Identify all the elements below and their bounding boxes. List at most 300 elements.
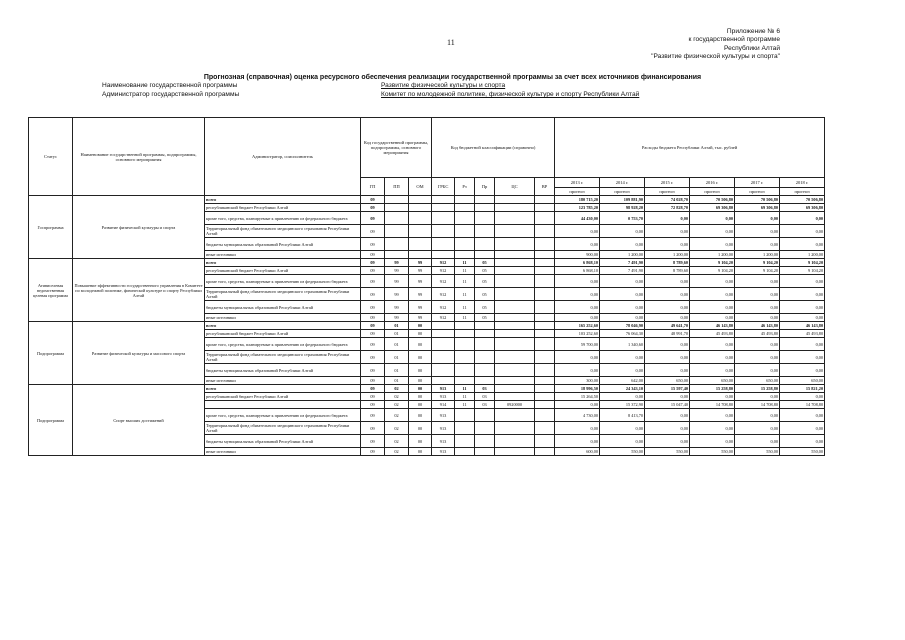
row-code-5: 03 xyxy=(475,385,495,393)
row-value-3: 550,00 xyxy=(690,448,735,456)
row-code-6 xyxy=(495,330,535,338)
row-value-2: 550,00 xyxy=(645,448,690,456)
row-status: Подпрограмма xyxy=(29,322,73,385)
row-value-3: 9 104,20 xyxy=(690,259,735,267)
row-code-1: 02 xyxy=(385,435,409,448)
row-value-3: 0,00 xyxy=(690,212,735,225)
row-code-3 xyxy=(432,330,455,338)
row-value-4: 15 258,80 xyxy=(735,385,780,393)
row-value-2: 650,00 xyxy=(645,377,690,385)
row-code-6 xyxy=(495,238,535,251)
row-value-2: 72 828,70 xyxy=(645,204,690,212)
row-source: Территориальный фонд обязательного медицинского страхования Республики Алтай xyxy=(205,225,361,238)
row-code-2: 00 xyxy=(409,351,432,364)
row-code-0: 09 xyxy=(361,288,385,301)
row-value-5: 45 493,80 xyxy=(780,330,825,338)
header-year-3: 2016 г. xyxy=(690,178,735,188)
row-code-7 xyxy=(535,422,555,435)
header-code-1: ПП xyxy=(385,178,409,196)
table-row xyxy=(29,196,825,204)
row-code-3: 914 xyxy=(432,401,455,409)
row-code-4 xyxy=(455,409,475,422)
row-source: всего xyxy=(205,322,361,330)
row-source: Территориальный фонд обязательного медицинского страхования Республики Алтай xyxy=(205,422,361,435)
row-code-6 xyxy=(495,385,535,393)
row-code-0: 09 xyxy=(361,238,385,251)
row-code-3: 913 xyxy=(432,385,455,393)
row-code-3 xyxy=(432,364,455,377)
row-code-0: 09 xyxy=(361,212,385,225)
row-code-1 xyxy=(385,196,409,204)
row-code-7 xyxy=(535,204,555,212)
row-value-1: 550,00 xyxy=(600,448,645,456)
row-value-4: 0,00 xyxy=(735,364,780,377)
row-value-0: 600,00 xyxy=(555,448,600,456)
row-source: бюджеты муниципальных образований Республики Алтай xyxy=(205,435,361,448)
row-value-3: 15 258,80 xyxy=(690,385,735,393)
row-code-4 xyxy=(455,322,475,330)
row-code-3 xyxy=(432,196,455,204)
row-code-5: 03 xyxy=(475,393,495,401)
appendix-line-4: "Развитие физической культуры и спорта" xyxy=(651,52,780,60)
row-code-1: 02 xyxy=(385,422,409,435)
row-value-1: 0,00 xyxy=(600,225,645,238)
row-code-1: 01 xyxy=(385,330,409,338)
row-code-6 xyxy=(495,393,535,401)
row-program-name: Повышение эффективности государственного управления в Комитете по молодежной политике, физической культуре и спорту Республики Алтай xyxy=(73,259,205,322)
row-code-6 xyxy=(495,435,535,448)
row-code-5 xyxy=(475,351,495,364)
row-code-5: 05 xyxy=(475,301,495,314)
table-row xyxy=(29,385,825,393)
row-value-2: 0,00 xyxy=(645,301,690,314)
row-value-2: 0,00 xyxy=(645,409,690,422)
row-value-0: 44 430,00 xyxy=(555,212,600,225)
row-source: республиканский бюджет Республики Алтай xyxy=(205,204,361,212)
row-code-1: 99 xyxy=(385,288,409,301)
row-value-4: 550,00 xyxy=(735,448,780,456)
header-year-0: 2013 г. xyxy=(555,178,600,188)
row-program-name: Развитие физической культуры и массового спорта xyxy=(73,322,205,385)
row-code-2: 00 xyxy=(409,401,432,409)
row-code-7 xyxy=(535,330,555,338)
row-value-0: 0,00 xyxy=(555,364,600,377)
row-code-4: 11 xyxy=(455,393,475,401)
row-value-4: 0,00 xyxy=(735,409,780,422)
row-value-2: 0,00 xyxy=(645,238,690,251)
row-value-3: 0,00 xyxy=(690,314,735,322)
row-value-4: 46 143,80 xyxy=(735,322,780,330)
row-code-3: 912 xyxy=(432,301,455,314)
appendix-note xyxy=(651,28,780,61)
row-code-2 xyxy=(409,238,432,251)
row-code-7 xyxy=(535,377,555,385)
row-code-2: 00 xyxy=(409,338,432,351)
row-code-3: 912 xyxy=(432,259,455,267)
row-code-2: 99 xyxy=(409,275,432,288)
row-value-3: 0,00 xyxy=(690,422,735,435)
row-code-3 xyxy=(432,212,455,225)
row-code-2 xyxy=(409,251,432,259)
row-code-5 xyxy=(475,196,495,204)
row-value-4: 9 104,20 xyxy=(735,259,780,267)
row-value-3: 0,00 xyxy=(690,338,735,351)
row-source: республиканский бюджет Республики Алтай xyxy=(205,393,361,401)
row-code-5: 05 xyxy=(475,267,495,275)
row-code-0: 09 xyxy=(361,314,385,322)
row-source: бюджеты муниципальных образований Республики Алтай xyxy=(205,238,361,251)
row-code-6 xyxy=(495,301,535,314)
row-code-1 xyxy=(385,251,409,259)
row-value-4: 0,00 xyxy=(735,314,780,322)
row-code-4 xyxy=(455,364,475,377)
row-code-0: 09 xyxy=(361,267,385,275)
row-value-5: 0,00 xyxy=(780,301,825,314)
row-value-1: 0 753,70 xyxy=(600,212,645,225)
row-code-3: 913 xyxy=(432,409,455,422)
row-code-1 xyxy=(385,212,409,225)
row-value-5: 0,00 xyxy=(780,393,825,401)
table-row xyxy=(29,259,825,267)
row-value-1: 0,00 xyxy=(600,301,645,314)
row-code-0: 09 xyxy=(361,377,385,385)
row-code-4 xyxy=(455,448,475,456)
row-code-3 xyxy=(432,225,455,238)
row-code-1: 99 xyxy=(385,267,409,275)
row-value-0: 4 730,00 xyxy=(555,409,600,422)
row-value-2: 0,00 xyxy=(645,314,690,322)
row-status: Ативиселевая ведомственная целевая программа xyxy=(29,259,73,322)
program-value: Развитие физической культуры и спорта xyxy=(381,82,506,89)
row-code-1: 02 xyxy=(385,448,409,456)
row-code-4: 11 xyxy=(455,385,475,393)
row-value-3: 14 708,80 xyxy=(690,401,735,409)
row-value-0: 0,00 xyxy=(555,288,600,301)
row-code-0: 09 xyxy=(361,225,385,238)
row-value-4: 45 493,80 xyxy=(735,330,780,338)
row-value-3: 0,00 xyxy=(690,225,735,238)
row-value-1: 76 064,30 xyxy=(600,330,645,338)
row-value-1: 0,00 xyxy=(600,393,645,401)
row-source: кроме того, средства, планируемые к привлечению из федерального бюджета xyxy=(205,409,361,422)
row-value-4: 0,00 xyxy=(735,212,780,225)
row-code-0: 09 xyxy=(361,401,385,409)
row-code-7 xyxy=(535,212,555,225)
row-code-0: 09 xyxy=(361,196,385,204)
table-row xyxy=(29,322,825,330)
row-value-1: 1 200,00 xyxy=(600,251,645,259)
row-value-0: 0,00 xyxy=(555,238,600,251)
row-code-3 xyxy=(432,351,455,364)
row-code-4 xyxy=(455,251,475,259)
row-code-5: 05 xyxy=(475,314,495,322)
row-code-5 xyxy=(475,204,495,212)
row-code-1 xyxy=(385,225,409,238)
row-value-3: 650,00 xyxy=(690,377,735,385)
row-value-4: 0,00 xyxy=(735,422,780,435)
row-code-6 xyxy=(495,225,535,238)
row-code-4: 11 xyxy=(455,301,475,314)
row-source: республиканский бюджет Республики Алтай xyxy=(205,330,361,338)
row-source: иные источники xyxy=(205,314,361,322)
row-code-6 xyxy=(495,338,535,351)
row-value-1: 15 372,90 xyxy=(600,401,645,409)
page-number: 11 xyxy=(447,38,455,47)
row-code-3 xyxy=(432,204,455,212)
row-value-0: 0,00 xyxy=(555,435,600,448)
row-code-7 xyxy=(535,238,555,251)
row-code-2: 00 xyxy=(409,393,432,401)
row-value-2: 0,00 xyxy=(645,288,690,301)
row-code-2: 99 xyxy=(409,259,432,267)
row-code-0: 09 xyxy=(361,385,385,393)
row-value-5: 0,00 xyxy=(780,238,825,251)
row-code-0: 09 xyxy=(361,330,385,338)
row-code-2 xyxy=(409,196,432,204)
row-value-0: 123 785,20 xyxy=(555,204,600,212)
row-value-1: 642,00 xyxy=(600,377,645,385)
row-code-1 xyxy=(385,204,409,212)
row-source: всего xyxy=(205,196,361,204)
row-value-4: 9 104,20 xyxy=(735,267,780,275)
row-code-6 xyxy=(495,351,535,364)
header-year-1: 2014 г. xyxy=(600,178,645,188)
admin-value: Комитет по молодежной политике, физической культуре и спорту Республики Алтай xyxy=(381,91,640,98)
header-code-group: Код государственной программы, подпрограммы, основного мероприятия xyxy=(361,118,432,178)
row-value-2: 15 047,40 xyxy=(645,401,690,409)
row-value-2: 0,00 xyxy=(645,212,690,225)
row-code-2: 00 xyxy=(409,330,432,338)
row-value-0: 0,00 xyxy=(555,422,600,435)
row-value-4: 0,00 xyxy=(735,351,780,364)
row-value-2: 0,00 xyxy=(645,364,690,377)
row-value-5: 9 104,20 xyxy=(780,267,825,275)
row-code-5: 05 xyxy=(475,288,495,301)
row-code-3 xyxy=(432,238,455,251)
row-value-2: 0,00 xyxy=(645,393,690,401)
row-code-0: 09 xyxy=(361,364,385,377)
row-status: Подпрограмма xyxy=(29,385,73,456)
row-value-0: 300,00 xyxy=(555,377,600,385)
row-code-6 xyxy=(495,322,535,330)
row-code-4 xyxy=(455,204,475,212)
row-value-2: 1 200,00 xyxy=(645,251,690,259)
row-value-4: 14 708,80 xyxy=(735,401,780,409)
row-code-4: 11 xyxy=(455,401,475,409)
row-code-2: 99 xyxy=(409,301,432,314)
row-value-4: 0,00 xyxy=(735,288,780,301)
row-value-2: 49 641,70 xyxy=(645,322,690,330)
row-code-5 xyxy=(475,364,495,377)
row-value-5: 69 306,80 xyxy=(780,204,825,212)
row-source: Территориальный фонд обязательного медицинского страхования Республики Алтай xyxy=(205,351,361,364)
row-value-5: 0,00 xyxy=(780,364,825,377)
appendix-line-3: Республики Алтай xyxy=(724,44,780,52)
header-kind-2: прогноз xyxy=(645,188,690,196)
row-value-0: 0,00 xyxy=(555,225,600,238)
row-code-5 xyxy=(475,448,495,456)
row-code-0: 09 xyxy=(361,259,385,267)
row-code-4 xyxy=(455,330,475,338)
row-source: бюджеты муниципальных образований Республики Алтай xyxy=(205,301,361,314)
row-value-1: 78 046,90 xyxy=(600,322,645,330)
row-value-0: 18 996,50 xyxy=(555,385,600,393)
row-code-1: 02 xyxy=(385,393,409,401)
row-code-4 xyxy=(455,422,475,435)
row-value-4: 0,00 xyxy=(735,238,780,251)
row-code-1: 01 xyxy=(385,322,409,330)
row-value-4: 0,00 xyxy=(735,435,780,448)
row-source: кроме того, средства, планируемые к привлечению из федерального бюджета xyxy=(205,275,361,288)
row-value-0: 0,00 xyxy=(555,401,600,409)
row-code-7 xyxy=(535,275,555,288)
row-code-2: 00 xyxy=(409,364,432,377)
row-code-7 xyxy=(535,435,555,448)
row-code-0: 09 xyxy=(361,409,385,422)
appendix-line-2: к государственной программе xyxy=(688,36,780,44)
row-code-5 xyxy=(475,435,495,448)
row-code-3: 912 xyxy=(432,267,455,275)
row-value-1: 24 343,10 xyxy=(600,385,645,393)
row-code-5 xyxy=(475,225,495,238)
row-code-4: 11 xyxy=(455,314,475,322)
row-value-4: 1 200,00 xyxy=(735,251,780,259)
document-title: Прогнозная (справочная) оценка ресурсного обеспечения реализации государственной программы за счет всех источников финансирования xyxy=(203,74,702,81)
appendix-line-1: Приложение № 6 xyxy=(726,28,780,35)
row-value-5: 70 506,80 xyxy=(780,196,825,204)
row-code-1: 01 xyxy=(385,364,409,377)
row-code-2 xyxy=(409,212,432,225)
row-value-3: 0,00 xyxy=(690,275,735,288)
row-value-4: 0,00 xyxy=(735,338,780,351)
row-source xyxy=(205,401,361,409)
program-label: Наименование государственной программы xyxy=(102,82,238,89)
row-value-0: 0,00 xyxy=(555,351,600,364)
row-value-0: 0,00 xyxy=(555,275,600,288)
row-code-1: 02 xyxy=(385,385,409,393)
row-code-4 xyxy=(455,338,475,351)
row-source: всего xyxy=(205,259,361,267)
row-code-5 xyxy=(475,409,495,422)
row-code-3: 913 xyxy=(432,393,455,401)
row-value-1: 109 881,90 xyxy=(600,196,645,204)
row-code-5: 05 xyxy=(475,259,495,267)
row-code-4 xyxy=(455,225,475,238)
row-program-name: Развитие физической культуры и спорта xyxy=(73,196,205,259)
row-code-5 xyxy=(475,377,495,385)
row-value-3: 0,00 xyxy=(690,409,735,422)
row-value-0: 165 252,60 xyxy=(555,322,600,330)
row-value-4: 0,00 xyxy=(735,301,780,314)
row-code-6 xyxy=(495,364,535,377)
row-code-3: 912 xyxy=(432,275,455,288)
row-value-3: 69 306,80 xyxy=(690,204,735,212)
row-code-1: 02 xyxy=(385,409,409,422)
row-source: кроме того, средства, планируемые к привлечению из федерального бюджета xyxy=(205,338,361,351)
row-code-7 xyxy=(535,259,555,267)
row-value-2: 48 991,70 xyxy=(645,330,690,338)
header-year-4: 2017 г. xyxy=(735,178,780,188)
row-code-3 xyxy=(432,338,455,351)
header-kind-0: прогноз xyxy=(555,188,600,196)
row-value-4: 0,00 xyxy=(735,225,780,238)
row-code-5 xyxy=(475,251,495,259)
row-code-1: 99 xyxy=(385,314,409,322)
row-code-6 xyxy=(495,259,535,267)
row-code-3: 913 xyxy=(432,448,455,456)
row-code-6: 0920000 xyxy=(495,401,535,409)
row-code-6 xyxy=(495,204,535,212)
row-source: республиканский бюджет Республики Алтай xyxy=(205,267,361,275)
row-code-6 xyxy=(495,275,535,288)
row-code-4 xyxy=(455,377,475,385)
row-value-5: 0,00 xyxy=(780,351,825,364)
row-code-1: 01 xyxy=(385,351,409,364)
row-value-2: 74 028,70 xyxy=(645,196,690,204)
row-value-3: 9 104,20 xyxy=(690,267,735,275)
row-code-4 xyxy=(455,351,475,364)
row-code-0: 09 xyxy=(361,393,385,401)
header-kind-1: прогноз xyxy=(600,188,645,196)
row-value-3: 0,00 xyxy=(690,393,735,401)
row-status: Госпрограмма xyxy=(29,196,73,259)
row-code-0: 09 xyxy=(361,301,385,314)
row-code-4: 11 xyxy=(455,267,475,275)
row-code-1: 99 xyxy=(385,275,409,288)
row-value-0: 180 715,20 xyxy=(555,196,600,204)
row-code-6 xyxy=(495,267,535,275)
row-code-2: 00 xyxy=(409,448,432,456)
row-value-0: 900,00 xyxy=(555,251,600,259)
row-code-7 xyxy=(535,364,555,377)
row-value-2: 0,00 xyxy=(645,338,690,351)
row-code-6 xyxy=(495,196,535,204)
row-value-3: 0,00 xyxy=(690,435,735,448)
header-code-0: ГП xyxy=(361,178,385,196)
row-code-6 xyxy=(495,212,535,225)
row-code-4 xyxy=(455,212,475,225)
row-code-2: 00 xyxy=(409,409,432,422)
row-code-4: 11 xyxy=(455,275,475,288)
row-value-1: 0,00 xyxy=(600,364,645,377)
row-code-5 xyxy=(475,422,495,435)
row-value-5: 14 708,80 xyxy=(780,401,825,409)
row-code-7 xyxy=(535,338,555,351)
row-code-7 xyxy=(535,288,555,301)
row-value-0: 0,00 xyxy=(555,314,600,322)
row-code-3: 913 xyxy=(432,435,455,448)
row-code-0: 09 xyxy=(361,275,385,288)
row-code-2: 00 xyxy=(409,435,432,448)
row-code-4: 11 xyxy=(455,259,475,267)
row-value-4: 0,00 xyxy=(735,393,780,401)
row-code-7 xyxy=(535,251,555,259)
row-code-7 xyxy=(535,196,555,204)
row-source: всего xyxy=(205,385,361,393)
row-code-6 xyxy=(495,422,535,435)
row-value-1: 0,00 xyxy=(600,314,645,322)
row-code-2: 99 xyxy=(409,267,432,275)
header-admin: Администратор, соисполнитель xyxy=(205,118,361,196)
row-value-5: 0,00 xyxy=(780,409,825,422)
row-code-6 xyxy=(495,448,535,456)
row-code-7 xyxy=(535,393,555,401)
row-code-6 xyxy=(495,409,535,422)
row-value-3: 0,00 xyxy=(690,351,735,364)
row-code-2 xyxy=(409,225,432,238)
row-code-3 xyxy=(432,377,455,385)
row-code-2: 99 xyxy=(409,288,432,301)
